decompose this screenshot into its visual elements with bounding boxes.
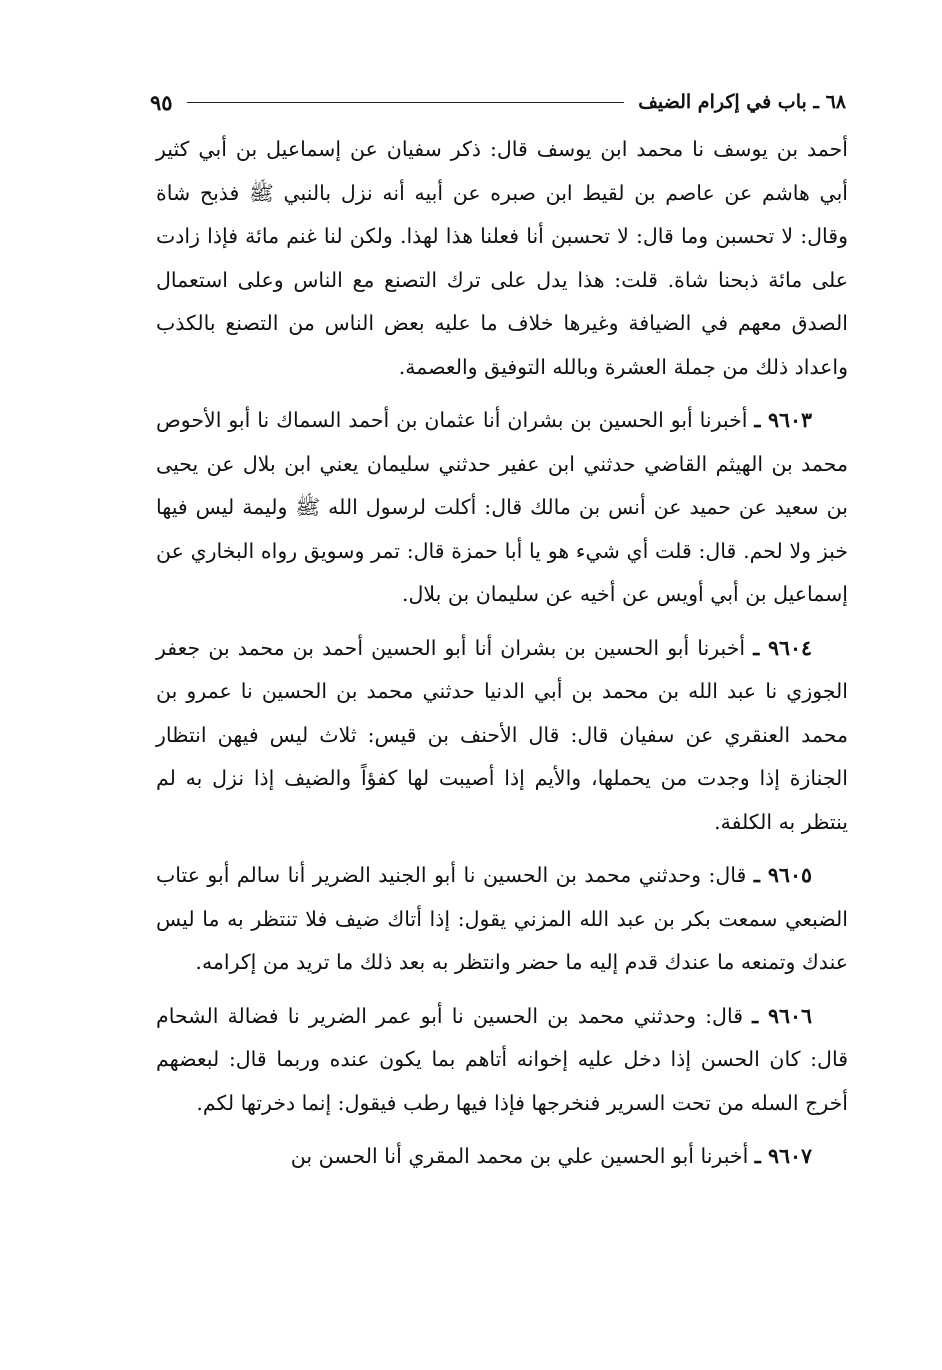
hadith-number: ٩٦٠٧ ـ [754,1144,812,1168]
body-text [156,128,848,1189]
paragraph-continuation [156,128,848,389]
paragraph-text: أخبرنا أبو الحسين بن بشران أنا أبو الحسين أحمد بن محمد بن جعفر الجوزي نا عبد الله بن محمد بن أبي الدنيا حدثني محمد بن الحسين نا عمرو بن محمد العنقري عن سفيان قال: قال الأحنف بن قيس: ثلاث ليس فيهن انتظار الجنازة إذا وجدت من يحملها، والأيم إذا أصيبت لها كفؤاً والضيف إذا نزل به لم ينتظر به الكلفة. [156,635,848,834]
hadith-9606 [156,995,848,1126]
paragraph-text: قال: وحدثني محمد بن الحسين نا أبو الجنيد الضرير أنا سالم أبو عتاب الضبعي سمعت بكر بن عبد الله المزني يقول: إذا أتاك ضيف فلا تنتظر به ما ليس عندك وتمنعه ما عندك قدم إليه ما حضر وانتظر به بعد ذلك ما تريد من إكرامه. [156,863,848,974]
hadith-number: ٩٦٠٤ ـ [753,635,812,660]
hadith-9605 [156,854,848,985]
hadith-number: ٩٦٠٣ ـ [754,408,812,432]
hadith-9607 [156,1135,848,1179]
chapter-title: ٦٨ ـ باب في إكرام الضيف [638,91,846,113]
paragraph-text: أخبرنا أبو الحسين بن بشران أنا عثمان بن أحمد السماك نا أبو الأحوص محمد بن الهيثم القاضي حدثني ابن عفير حدثني سليمان يعني ابن بلال عن يحيى بن سعيد عن حميد عن أنس بن مالك قال: أكلت لرسول الله ﷺ وليمة ليس فيها خبز ولا لحم. قال: قلت أي شيء هو يا أبا حمزة قال: تمر وسويق رواه البخاري عن إسماعيل بن أبي أويس عن أخيه عن سليمان بن بلال. [156,408,848,606]
running-header [150,82,846,122]
paragraph-text: أحمد بن يوسف نا محمد ابن يوسف قال: ذكر سفيان عن إسماعيل بن أبي كثير أبي هاشم عن عاصم بن لقيط ابن صبره عن أبيه أنه نزل بالنبي ﷺ فذبح شاة وقال: لا تحسبن وما قال: لا تحسبن أنا فعلنا هذا لهذا. ولكن لنا غنم مائة فإذا زادت على مائة ذبحنا شاة. قلت: هذا يدل على ترك التصنع مع الناس وعلى استعمال الصدق معهم في الضيافة وغيرها خلاف ما عليه بعض الناس من التصنع بالكذب واعداد ذلك من جملة العشرة وبالله التوفيق والعصمة. [156,137,848,379]
hadith-9603 [156,399,848,617]
hadith-number: ٩٦٠٦ ـ [752,1003,812,1028]
page-number: ٩٥ [150,89,173,115]
header-rule [187,102,625,103]
hadith-number: ٩٦٠٥ ـ [753,863,812,887]
paragraph-text: قال: وحدثني محمد بن الحسين نا أبو عمر الضرير نا فضالة الشحام قال: كان الحسن إذا دخل عليه إخوانه أتاهم بما يكون عنده وربما قال: لبعضهم أخرج السله من تحت السرير فنخرجها فإذا فيها رطب فيقول: إنما دخرتها لكم. [156,1003,848,1115]
hadith-9604 [156,627,848,845]
paragraph-text: أخبرنا أبو الحسين علي بن محمد المقري أنا الحسن بن [290,1144,749,1168]
